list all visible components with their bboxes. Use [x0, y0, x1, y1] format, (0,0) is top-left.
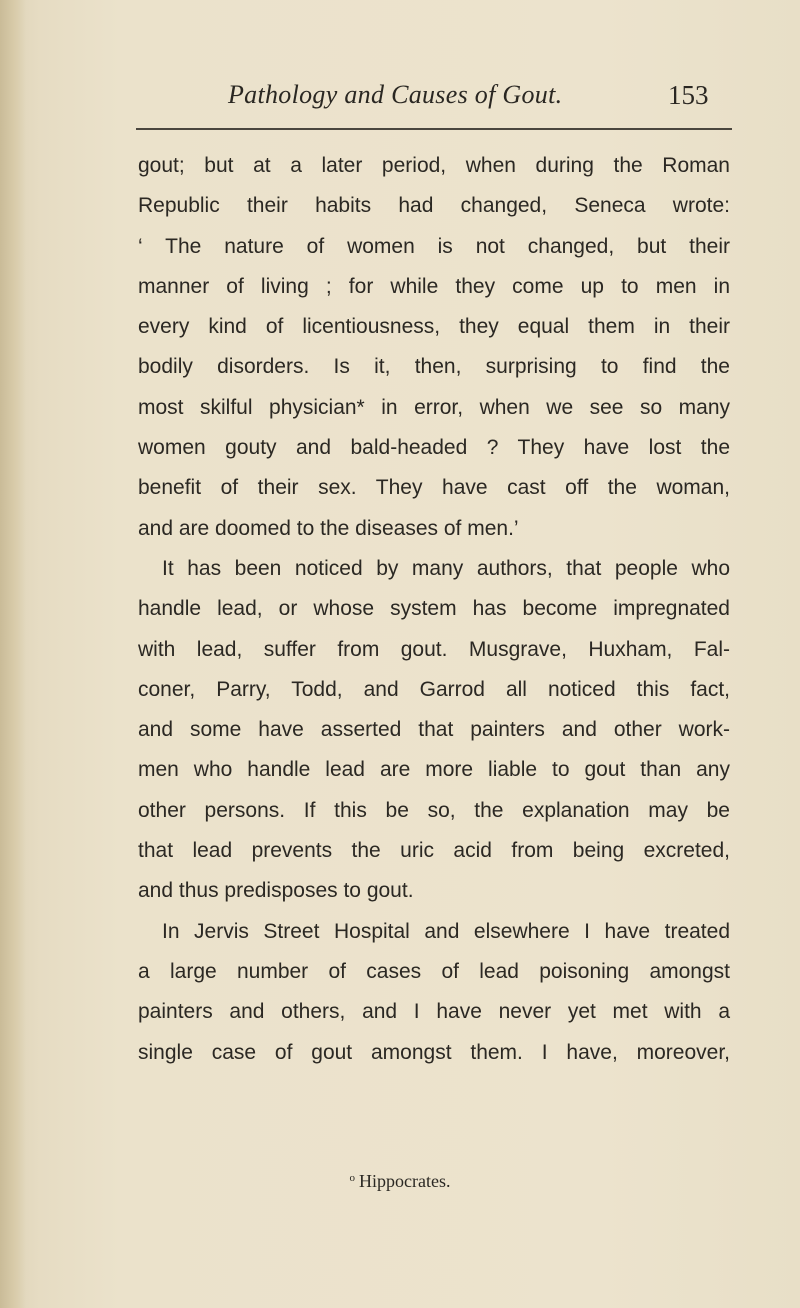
text-line: coner, Parry, Todd, and Garrod all noticed this fact, [138, 677, 730, 701]
text-line: most skilful physician* in error, when we see so many [138, 395, 730, 419]
text-line: gout; but at a later period, when during the Roman [138, 154, 730, 177]
text-line: a large number of cases of lead poisoning amongst [138, 959, 730, 983]
text-line: and are doomed to the diseases of men.’ [138, 516, 519, 540]
header-rule [136, 128, 732, 130]
text-line: other persons. If this be so, the explanation may be [138, 798, 730, 822]
text-line: painters and others, and I have never yet met with a [138, 1000, 730, 1024]
text-line: It has been noticed by many authors, that people who [162, 556, 730, 580]
text-line: ‘ The nature of women is not changed, but their [138, 234, 730, 258]
binding-gutter [0, 0, 26, 1308]
text-line: In Jervis Street Hospital and elsewhere I have treated [162, 919, 730, 943]
page-number: 153 [668, 80, 709, 110]
text-line: with lead, suffer from gout. Musgrave, Huxham, Fal- [138, 637, 730, 661]
text-line: and thus predisposes to gout. [138, 879, 414, 903]
text-line: men who handle lead are more liable to gout than any [138, 758, 730, 782]
text-line: that lead prevents the uric acid from being excreted, [138, 839, 730, 863]
footnote [0, 1171, 800, 1192]
text-line: manner of living ; for while they come up to men in [138, 274, 730, 298]
running-head: Pathology and Causes of Gout. [228, 80, 563, 109]
text-line: handle lead, or whose system has become impregnated [138, 597, 730, 621]
footnote-text: Hippocrates. [359, 1171, 451, 1191]
text-line: Republic their habits had changed, Seneca wrote: [138, 194, 730, 218]
text-line: women gouty and bald-headed ? They have lost the [138, 436, 730, 460]
text-line: benefit of their sex. They have cast off the woman, [138, 476, 730, 500]
text-line: and some have asserted that painters and other work- [138, 718, 730, 742]
text-line: bodily disorders. Is it, then, surprising to find the [138, 355, 730, 379]
body-text [138, 146, 730, 1073]
text-line: every kind of licentiousness, they equal them in their [138, 315, 730, 339]
text-line: single case of gout amongst them. I have, moreover, [138, 1040, 730, 1064]
page-header [0, 74, 800, 114]
footnote-marker: o [349, 1172, 356, 1184]
